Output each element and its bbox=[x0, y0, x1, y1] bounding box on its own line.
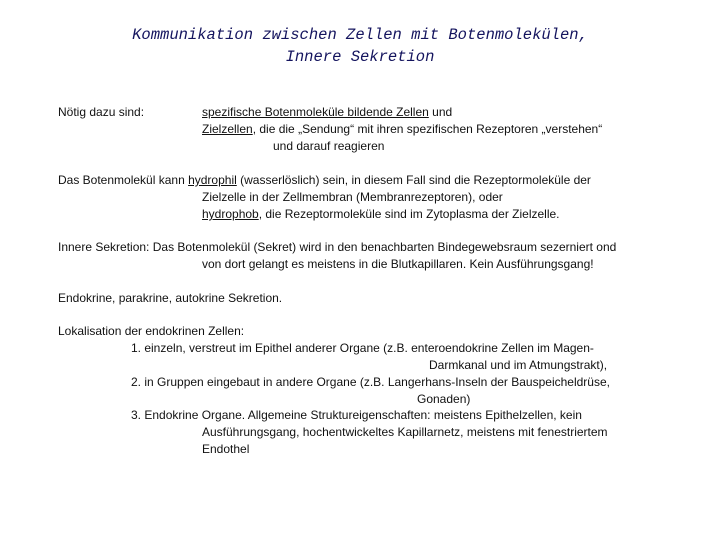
localisation-item-3-line-3: Endothel bbox=[202, 442, 250, 456]
need-line-2-rest: , die die „Sendung“ mit ihren spezifischen Rezeptoren „verstehen“ bbox=[252, 122, 603, 136]
title-line-1: Kommunikation zwischen Zellen mit Botenmolekülen, bbox=[132, 26, 588, 44]
hydro-line-3-rest: , die Rezeptormoleküle sind im Zytoplasma der Zielzelle. bbox=[258, 207, 560, 221]
need-term-target-cells: Zielzellen bbox=[202, 122, 253, 136]
hydro-line-3 bbox=[202, 206, 560, 223]
title-line-2: Innere Sekretion bbox=[285, 48, 435, 66]
secretion-line-2: von dort gelangt es meistens in die Blutkapillaren. Kein Ausführungsgang! bbox=[202, 257, 594, 271]
hydro-line-1-end: (wasserlöslich) sein, in diesem Fall sind die Rezeptormoleküle der bbox=[236, 173, 591, 187]
secretion-types: Endokrine, parakrine, autokrine Sekretion. bbox=[58, 291, 283, 305]
localisation-heading: Lokalisation der endokrinen Zellen: bbox=[58, 324, 245, 338]
localisation-item-1-line-2: Darmkanal und im Atmungstrakt), bbox=[429, 358, 608, 372]
hydro-line-1-start: Das Botenmolekül kann bbox=[58, 173, 189, 187]
localisation-item-3-line-2: Ausführungsgang, hochentwickeltes Kapillarnetz, meistens mit fenestriertem bbox=[202, 425, 608, 439]
hydro-line-2: Zielzelle in der Zellmembran (Membranrezeptoren), oder bbox=[202, 190, 503, 204]
need-label: Nötig dazu sind: bbox=[58, 105, 145, 119]
need-line-2 bbox=[202, 121, 602, 138]
hydrophil-term: hydrophil bbox=[188, 173, 237, 187]
hydro-line-1 bbox=[58, 172, 591, 189]
need-line-3: und darauf reagieren bbox=[273, 139, 385, 153]
localisation-item-2-line-1: 2. in Gruppen eingebaut in andere Organe (z.B. Langerhans-Inseln der Bauspeicheldrüse, bbox=[131, 375, 610, 389]
secretion-line-1: Innere Sekretion: Das Botenmolekül (Sekret) wird in den benachbarten Bindegewebsraum sezerniert ond bbox=[58, 240, 617, 254]
localisation-item-1-line-1: 1. einzeln, verstreut im Epithel anderer Organe (z.B. enteroendokrine Zellen im Magen- bbox=[131, 341, 594, 355]
need-line-1-rest: und bbox=[428, 105, 453, 119]
slide-title bbox=[0, 24, 720, 68]
localisation-item-3-line-1: 3. Endokrine Organe. Allgemeine Struktureigenschaften: meistens Epithelzellen, kein bbox=[131, 408, 582, 422]
hydrophob-term: hydrophob bbox=[202, 207, 259, 221]
need-term-producing-cells: spezifische Botenmoleküle bildende Zellen bbox=[202, 105, 429, 119]
localisation-item-2-line-2: Gonaden) bbox=[417, 392, 471, 406]
need-line-1 bbox=[202, 104, 452, 121]
